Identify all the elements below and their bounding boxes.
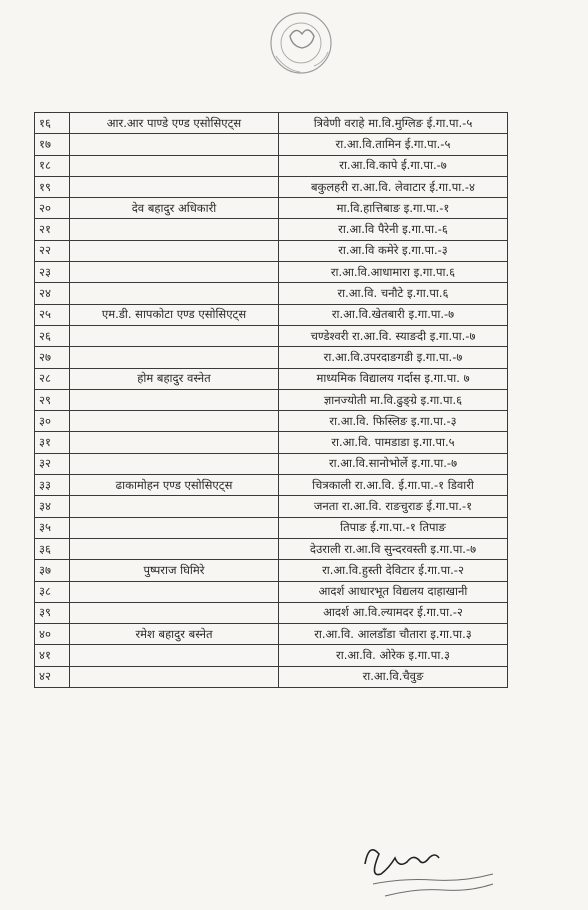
school-name-cell: बकुलहरी रा.आ.वि. लेवाटार ई.गा.पा.-४: [279, 176, 508, 197]
school-name-cell: देउराली रा.आ.वि सुन्दरवस्ती इ.गा.पा.-७: [279, 538, 508, 559]
table-row: [35, 389, 508, 410]
table-row: [35, 176, 508, 197]
school-name-cell: रा.आ.वि. चनौटे इ.गा.पा.६: [279, 283, 508, 304]
table-row: [35, 475, 508, 496]
auditor-name-cell: [70, 347, 279, 368]
serial-number-cell: ४२: [35, 666, 70, 687]
table-row: [35, 496, 508, 517]
auditor-name-cell: [70, 496, 279, 517]
table-row: [35, 240, 508, 261]
auditor-name-cell: [70, 389, 279, 410]
school-name-cell: रा.आ.वि. पामडाडा इ.गा.पा.५: [279, 432, 508, 453]
auditor-name-cell: [70, 453, 279, 474]
school-name-cell: चण्डेश्वरी रा.आ.वि. स्याङदी इ.गा.पा.-७: [279, 325, 508, 346]
serial-number-cell: २१: [35, 219, 70, 240]
school-name-cell: आदर्श आ.वि.ल्यामदर ई.गा.पा.-२: [279, 602, 508, 623]
auditor-name-cell: आर.आर पाण्डे एण्ड एसोसिएट्स: [70, 113, 279, 134]
table-row: [35, 283, 508, 304]
serial-number-cell: ४०: [35, 624, 70, 645]
serial-number-cell: २०: [35, 198, 70, 219]
allocation-table: [34, 112, 508, 688]
auditor-name-cell: [70, 240, 279, 261]
table-row: [35, 538, 508, 559]
school-name-cell: जनता रा.आ.वि. राङचुराङ ई.गा.पा.-१: [279, 496, 508, 517]
serial-number-cell: २४: [35, 283, 70, 304]
serial-number-cell: २६: [35, 325, 70, 346]
serial-number-cell: ३८: [35, 581, 70, 602]
school-name-cell: रा.आ.वि पैरेनी इ.गा.पा.-६: [279, 219, 508, 240]
school-name-cell: रा.आ.वि.उपरदाङगडी इ.गा.पा.-७: [279, 347, 508, 368]
serial-number-cell: ३३: [35, 475, 70, 496]
school-name-cell: ज्ञानज्योती मा.वि.ढुङ्ग्रे इ.गा.पा.६: [279, 389, 508, 410]
auditor-name-cell: [70, 602, 279, 623]
serial-number-cell: २९: [35, 389, 70, 410]
auditor-name-cell: [70, 432, 279, 453]
officer-signature: [355, 838, 505, 904]
serial-number-cell: ३९: [35, 602, 70, 623]
school-name-cell: आदर्श आधारभूत विद्यलय दाहाखानी: [279, 581, 508, 602]
auditor-name-cell: ढाकामोहन एण्ड एसोसिएट्स: [70, 475, 279, 496]
auditor-name-cell: एम.डी. सापकोटा एण्ड एसोसिएट्स: [70, 304, 279, 325]
auditor-name-cell: [70, 262, 279, 283]
school-name-cell: रा.आ.वि कमेरे इ.गा.पा.-३: [279, 240, 508, 261]
table-row: [35, 645, 508, 666]
table-row: [35, 560, 508, 581]
school-name-cell: रा.आ.वि.सानोभोर्ले इ.गा.पा.-७: [279, 453, 508, 474]
school-name-cell: रा.आ.वि.तामिन ई.गा.पा.-५: [279, 134, 508, 155]
table-row: [35, 325, 508, 346]
auditor-name-cell: [70, 517, 279, 538]
table-row: [35, 602, 508, 623]
auditor-name-cell: [70, 411, 279, 432]
school-name-cell: रा.आ.वि. आलडाँडा चौतारा इ.गा.पा.३: [279, 624, 508, 645]
auditor-name-cell: [70, 283, 279, 304]
table-row: [35, 368, 508, 389]
school-name-cell: रा.आ.वि.चैवुङ: [279, 666, 508, 687]
serial-number-cell: ३६: [35, 538, 70, 559]
auditor-name-cell: [70, 666, 279, 687]
auditor-name-cell: [70, 581, 279, 602]
table-row: [35, 304, 508, 325]
serial-number-cell: ३२: [35, 453, 70, 474]
serial-number-cell: २५: [35, 304, 70, 325]
table-row: [35, 198, 508, 219]
serial-number-cell: ३१: [35, 432, 70, 453]
auditor-name-cell: [70, 538, 279, 559]
table-row: [35, 134, 508, 155]
school-name-cell: रा.आ.वि. ओरेक इ.गा.पा.३: [279, 645, 508, 666]
serial-number-cell: २८: [35, 368, 70, 389]
school-name-cell: चित्रकाली रा.आ.वि. ई.गा.पा.-१ डिवारी: [279, 475, 508, 496]
school-name-cell: रा.आ.वि.खेतबारी इ.गा.पा.-७: [279, 304, 508, 325]
table-row: [35, 411, 508, 432]
serial-number-cell: ३०: [35, 411, 70, 432]
auditor-name-cell: पुष्पराज घिमिरे: [70, 560, 279, 581]
serial-number-cell: २७: [35, 347, 70, 368]
school-name-cell: रा.आ.वि.कापे ई.गा.पा.-७: [279, 155, 508, 176]
table-row: [35, 432, 508, 453]
school-name-cell: रा.आ.वि. फिस्लिङ इ.गा.पा.-३: [279, 411, 508, 432]
serial-number-cell: ३७: [35, 560, 70, 581]
serial-number-cell: २३: [35, 262, 70, 283]
table-row: [35, 262, 508, 283]
school-name-cell: मा.वि.हात्तिबाङ इ.गा.पा.-१: [279, 198, 508, 219]
school-name-cell: रा.आ.वि.हुस्ती देविटार ई.गा.पा.-२: [279, 560, 508, 581]
serial-number-cell: १६: [35, 113, 70, 134]
school-name-cell: रा.आ.वि.आधामारा इ.गा.पा.६: [279, 262, 508, 283]
auditor-name-cell: [70, 134, 279, 155]
serial-number-cell: ३५: [35, 517, 70, 538]
school-name-cell: तिपाङ ई.गा.पा.-१ तिपाङ: [279, 517, 508, 538]
table-row: [35, 517, 508, 538]
auditor-name-cell: [70, 155, 279, 176]
table-row: [35, 666, 508, 687]
auditor-name-cell: रमेश बहादुर बस्नेत: [70, 624, 279, 645]
auditor-name-cell: [70, 176, 279, 197]
school-name-cell: त्रिवेणी वराहे मा.वि.मुग्लिङ ई.गा.पा.-५: [279, 113, 508, 134]
table-row: [35, 624, 508, 645]
serial-number-cell: ४१: [35, 645, 70, 666]
serial-number-cell: १७: [35, 134, 70, 155]
table-row: [35, 581, 508, 602]
serial-number-cell: ३४: [35, 496, 70, 517]
allocation-table-body: [35, 113, 508, 688]
auditor-name-cell: [70, 219, 279, 240]
table-row: [35, 453, 508, 474]
table-row: [35, 155, 508, 176]
office-seal-stamp: [262, 6, 340, 80]
auditor-name-cell: देव बहादुर अधिकारी: [70, 198, 279, 219]
school-name-cell: माध्यमिक विद्यालय गर्दास इ.गा.पा. ७: [279, 368, 508, 389]
table-row: [35, 347, 508, 368]
serial-number-cell: १८: [35, 155, 70, 176]
auditor-name-cell: होम बहादुर वस्नेत: [70, 368, 279, 389]
auditor-name-cell: [70, 325, 279, 346]
auditor-name-cell: [70, 645, 279, 666]
table-row: [35, 113, 508, 134]
serial-number-cell: १९: [35, 176, 70, 197]
table-row: [35, 219, 508, 240]
serial-number-cell: २२: [35, 240, 70, 261]
